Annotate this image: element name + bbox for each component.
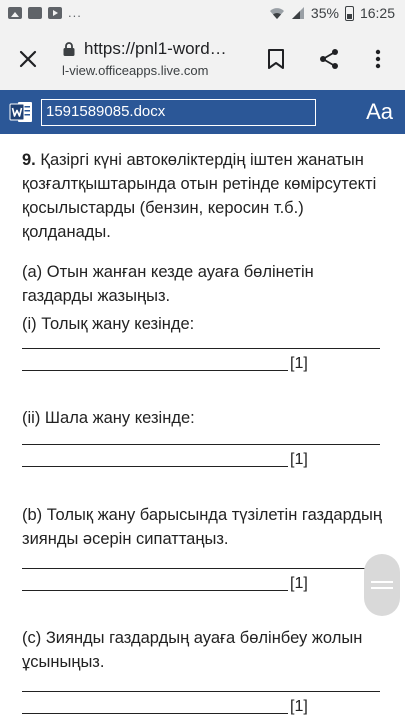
battery-percent: 35% (310, 5, 339, 21)
word-header (0, 90, 405, 134)
media-icon (28, 7, 42, 19)
part-c-text: (c) Зиянды газдардың ауаға бөлінбеу жолын ұсыныңыз. (22, 629, 363, 671)
more-notifications-text: ... (68, 5, 82, 20)
status-bar (0, 0, 405, 28)
scroll-handle[interactable] (364, 554, 400, 616)
answer-mark-row (22, 448, 308, 470)
question-intro (22, 148, 382, 244)
mark-label: [1] (290, 698, 308, 715)
page-domain: l-view.officeapps.live.com (62, 63, 209, 78)
page-url: https://pnl1-word… (84, 39, 227, 58)
part-b-text: (b) Толық жану барысында түзілетін газдардың зиянды әсерін сипаттаңыз. (22, 506, 382, 548)
answer-mark-row (22, 695, 308, 717)
answer-mark-row (22, 352, 308, 374)
text-size-button[interactable]: Aa (366, 99, 393, 124)
close-button[interactable] (14, 45, 42, 73)
browser-toolbar (0, 28, 405, 90)
lock-icon (62, 41, 76, 57)
close-icon (19, 50, 37, 68)
answer-line (22, 370, 288, 371)
drag-handle-icon (371, 581, 393, 589)
word-logo-icon (9, 100, 33, 124)
mark-label: [1] (290, 451, 308, 468)
question-number: 9. (22, 151, 36, 169)
image-icon (8, 7, 22, 19)
answer-line (22, 444, 380, 445)
part-a-i-text: (i) Толық жану кезінде: (22, 315, 195, 333)
mark-label: [1] (290, 575, 308, 592)
share-icon (318, 48, 340, 70)
answer-line (22, 348, 380, 349)
answer-mark-row (22, 572, 308, 594)
play-icon (48, 7, 62, 19)
share-button[interactable] (315, 45, 343, 73)
answer-line (22, 590, 288, 591)
battery-icon (345, 6, 354, 21)
answer-line (22, 466, 288, 467)
system-status (269, 5, 395, 21)
more-vert-icon (375, 49, 381, 69)
question-text: Қазіргі күні автокөліктердің іштен жанатын қозғалтқыштарында отын ретінде көмірсутекті қосылыстарды (бензин, керосин т.б.) қолданады. (22, 151, 377, 241)
signal-icon (291, 6, 305, 20)
answer-line (22, 568, 380, 569)
wifi-icon (269, 6, 285, 20)
url-bar[interactable] (62, 39, 252, 78)
answer-line (22, 691, 380, 692)
part-a-ii-text: (ii) Шала жану кезінде: (22, 409, 195, 427)
mark-label: [1] (290, 355, 308, 372)
document-body (0, 134, 405, 720)
document-name-field[interactable]: 1591589085.docx (41, 99, 316, 126)
clock: 16:25 (359, 5, 395, 21)
part-a-text: (a) Отын жанған кезде ауаға бөлінетін газдарды жазыңыз. (22, 263, 314, 305)
bookmark-button[interactable] (262, 45, 290, 73)
answer-line (22, 713, 288, 714)
more-options-button[interactable] (364, 45, 392, 73)
notification-icons (8, 5, 82, 20)
bookmark-icon (267, 48, 285, 70)
